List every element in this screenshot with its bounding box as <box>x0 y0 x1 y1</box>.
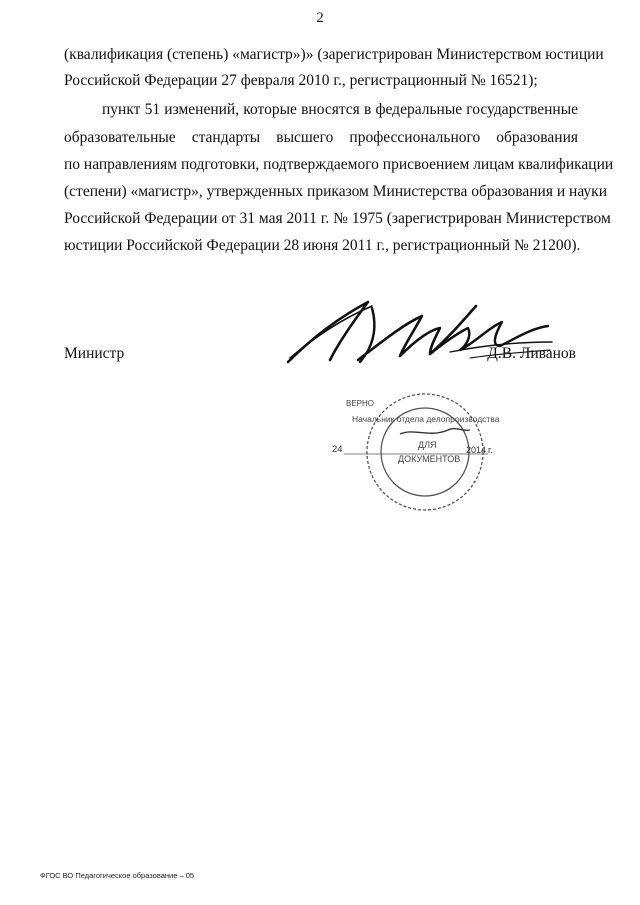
text-line-7: Российской Федерации от 31 мая 2011 г. № 1975 (зарегистрирован Министерством <box>64 210 611 227</box>
svg-text:ДЛЯ: ДЛЯ <box>418 440 437 450</box>
svg-text:ДОКУМЕНТОВ: ДОКУМЕНТОВ <box>398 454 461 464</box>
text-line-6: (степени) «магистр», утвержденных приказом Министерства образования и науки <box>64 183 607 200</box>
svg-text:ВЕРНО: ВЕРНО <box>346 399 375 408</box>
minister-name: Д.В. Ливанов <box>487 345 576 362</box>
svg-text:Начальник отдела делопроизводс: Начальник отдела делопроизводства <box>352 414 500 424</box>
text-line-3: пункт 51 изменений, которые вносятся в федеральные государственные <box>102 101 578 118</box>
text-line-5: по направлениям подготовки, подтверждаемого присвоением лицам квалификации <box>64 156 614 173</box>
text-line-8: юстиции Российской Федерации 28 июня 2011 г., регистрационный № 21200). <box>64 237 581 254</box>
page-number: 2 <box>316 10 324 26</box>
svg-text:24: 24 <box>332 444 343 455</box>
text-line-4: образовательные стандарты высшего профессионального образования <box>64 129 578 146</box>
signature-image <box>280 288 560 368</box>
stamp-seal <box>330 390 500 520</box>
text-line-1: (квалификация (степень) «магистр»)» (зарегистрирован Министерством юстиции <box>64 46 604 63</box>
minister-title: Министр <box>64 345 125 362</box>
svg-text:2014: 2014 <box>466 445 487 455</box>
text-line-2: Российской Федерации 27 февраля 2010 г., регистрационный № 16521); <box>64 72 538 89</box>
footer-caption: ФГОС ВО Педагогическое образование – 05 <box>40 871 195 880</box>
svg-text:г.: г. <box>488 445 493 455</box>
